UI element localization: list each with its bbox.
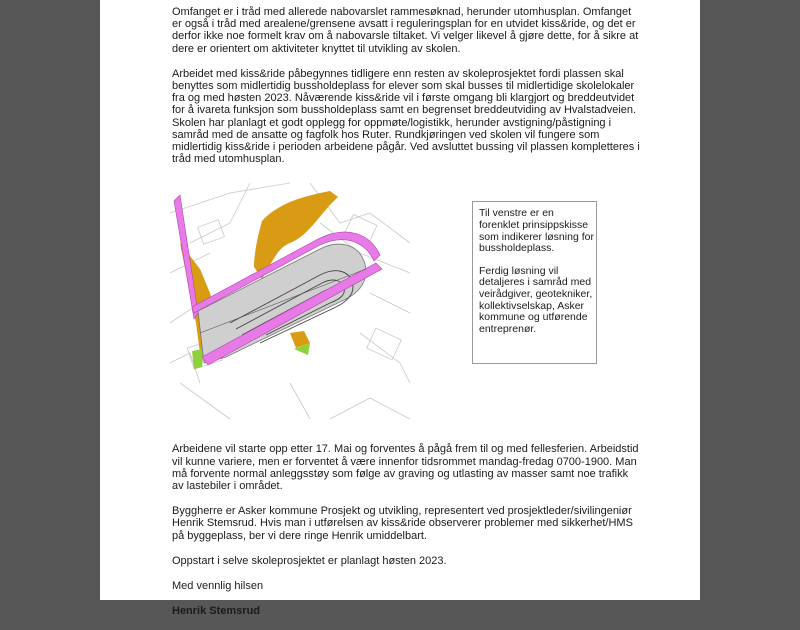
- paragraph-kiss-ride-work: Arbeidet med kiss&ride påbegynnes tidligere enn resten av skoleprosjektet fordi plassen skal benyttes som midlertidig bussholdeplass for elever som skal busses til midlertidige skolelokaler fra og med høsten 2023. Nåværende kiss&ride vil i første omgang bli klargjort og breddeutvidet for å ivareta funksjon som bussholdeplass samt en begrenset breddeutviding av Hvalstadveien. Skolen har planlagt et godt opplegg for oppmøte/logistikk, herunder avstigning/påstigning i samråd med de ansatte og fagfolk hos Ruter. Rundkjøringen ved skolen vil fungere som midlertidig kiss&ride i perioden arbeidene pågår. Ved avsluttet bussing vil plassen kompletteres i tråd med utomhusplan.: [172, 67, 640, 166]
- paragraph-scope: Omfanget er i tråd med allerede nabovarslet rammesøknad, herunder utomhusplan. Omfanget er også i tråd med arealene/grensene avsatt i reguleringsplan for en utvidet kiss&ride, og det er derfor ikke noe formelt krav om å nabovarsle tiltaket. Vi velger likevel å gjøre dette, for å sikre at dere er orientert om aktiviteter knyttet til utvikling av skolen.: [172, 6, 639, 55]
- site-sketch-drawing: [170, 183, 410, 419]
- signature-name: Henrik Stemsrud: [172, 605, 261, 618]
- note-text-1: Til venstre er en forenklet prinsippskisse som indikerer løsning for bussholdeplass.: [479, 207, 594, 255]
- document-page: [100, 0, 700, 618]
- paragraph-start: Oppstart i selve skoleprosjektet er planlagt høsten 2023.: [172, 554, 447, 567]
- site-sketch-map: [170, 183, 410, 419]
- paragraph-schedule: Arbeidene vil starte opp etter 17. Mai og forventes å pågå frem til og med fellesferien. Arbeidstid vil kunne variere, men er forventet å være innenfor tidsrommet mandag-fredag 0700-1900. Man må forvente normal anleggsstøy som følge av graving og utlasting av masser samt noe trafikk av lastebiler i området.: [172, 443, 639, 493]
- note-text-2: Ferdig løsning vil detaljeres i samråd med veirådgiver, geotekniker, kollektivselskap, Asker kommune og utførende entreprenør.: [479, 264, 593, 335]
- document-body: [172, 6, 642, 630]
- paragraph-owner: Byggherre er Asker kommune Prosjekt og utvikling, representert ved prosjektleder/sivilingeniør Henrik Stemsrud. Hvis man i utførelsen av kiss&ride observerer problemer med sikkerhet/HMS på byggeplass, ber vi dere ringe Henrik umiddelbart.: [172, 505, 633, 542]
- green-patch-left: [192, 349, 204, 369]
- closing-greeting: Med vennlig hilsen: [172, 580, 264, 593]
- sketch-note-box: [472, 201, 597, 364]
- pink-sidewalk-west: [174, 195, 198, 319]
- figure-section: [170, 183, 642, 427]
